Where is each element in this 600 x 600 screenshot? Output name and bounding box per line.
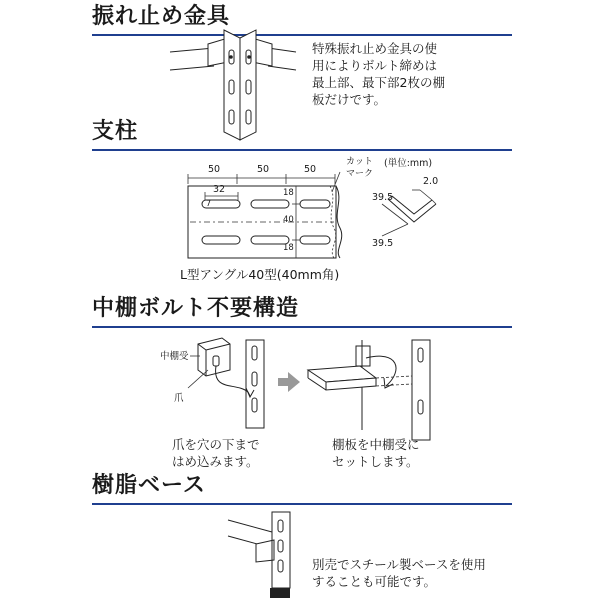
pitch-label-1: 50: [208, 164, 221, 175]
leg-b-label: 39.5: [372, 238, 394, 249]
resin-base-description: 別売でスチール製ベースを使用 することも可能です。: [312, 557, 486, 589]
section-title-sway-bracket: 振れ止め金具: [92, 4, 231, 29]
section-title-post: 支柱: [92, 119, 139, 144]
step1-instruction: 爪を穴の下まで はめ込みます。: [172, 437, 260, 469]
pitch-label-2: 50: [257, 164, 270, 175]
post-caption: L型アングル40型(40mm角): [180, 267, 340, 282]
slot-height-label: 7: [206, 199, 212, 208]
side-bottom-label: 18: [283, 243, 294, 253]
thickness-label: 2.0: [423, 176, 439, 187]
cut-mark-label: カット マーク: [346, 157, 374, 179]
pitch-label-3: 50: [304, 164, 317, 175]
section-title-resin-base: 樹脂ベース: [92, 473, 206, 498]
leg-a-label: 39.5: [372, 192, 394, 203]
side-top-label: 18: [283, 188, 294, 198]
step2-instruction: 棚板を中棚受に セットします。: [332, 437, 420, 469]
claw-label: 爪: [174, 393, 184, 404]
sway-bracket-description: 特殊振れ止め金具の使 用によりボルト締めは 最上部、最下部2枚の棚 板だけです。: [312, 41, 445, 107]
inner-width-label: 32: [213, 184, 226, 195]
side-middle-label: 40: [283, 215, 294, 225]
receiver-label: 中棚受: [160, 351, 189, 362]
unit-note: (単位:mm): [384, 158, 433, 169]
resin-base-foot: [270, 588, 290, 598]
section-title-boltless: 中棚ボルト不要構造: [92, 296, 300, 321]
